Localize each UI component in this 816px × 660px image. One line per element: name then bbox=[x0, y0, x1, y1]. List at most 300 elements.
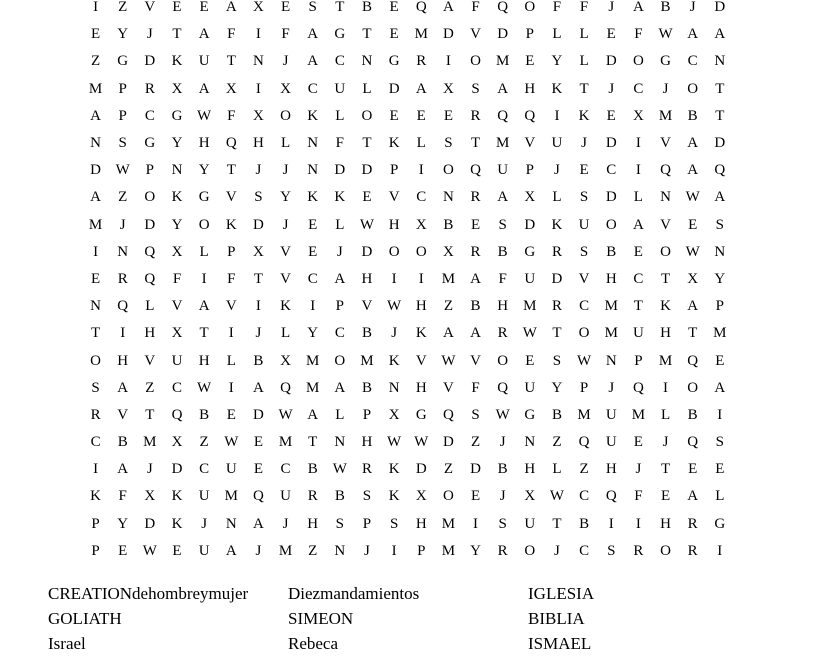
grid-letter: M bbox=[713, 325, 727, 342]
grid-letter: E bbox=[226, 406, 236, 423]
grid-letter: P bbox=[579, 379, 589, 396]
grid-letter: I bbox=[717, 542, 723, 559]
grid-letter: C bbox=[579, 488, 590, 505]
grid-letter: S bbox=[118, 135, 127, 152]
grid-letter: T bbox=[715, 107, 725, 124]
grid-letter: W bbox=[197, 107, 212, 124]
grid-letter: K bbox=[415, 325, 427, 342]
grid-letter: C bbox=[579, 298, 590, 315]
grid-letter: D bbox=[551, 270, 563, 287]
grid-letter: X bbox=[171, 434, 183, 451]
grid-letter: J bbox=[119, 216, 126, 233]
grid-letter: J bbox=[554, 162, 560, 179]
grid-letter: X bbox=[171, 243, 183, 260]
grid-letter: J bbox=[282, 515, 289, 532]
grid-letter: O bbox=[388, 243, 400, 260]
grid-letter: K bbox=[660, 298, 671, 315]
grid-letter: F bbox=[172, 270, 182, 287]
grid-letter: D bbox=[415, 461, 427, 478]
grid-letter: Z bbox=[90, 53, 101, 70]
grid-letter: U bbox=[225, 461, 237, 478]
grid-letter: O bbox=[687, 379, 699, 396]
grid-letter: T bbox=[688, 325, 698, 342]
grid-letter: J bbox=[608, 80, 615, 97]
grid-row bbox=[82, 483, 734, 510]
grid-letter: Q bbox=[714, 162, 726, 179]
grid-letter: T bbox=[253, 270, 263, 287]
grid-letter: A bbox=[632, 0, 644, 16]
grid-letter: F bbox=[471, 379, 480, 396]
grid-letter: E bbox=[688, 461, 698, 478]
grid-letter: R bbox=[551, 243, 562, 260]
grid-letter: A bbox=[198, 298, 210, 315]
grid-letter: F bbox=[579, 0, 589, 16]
grid-letter: W bbox=[658, 26, 673, 43]
grid-letter: W bbox=[142, 542, 157, 559]
grid-letter: T bbox=[362, 135, 372, 152]
grid-letter: A bbox=[714, 379, 726, 396]
grid-letter: B bbox=[470, 298, 481, 315]
grid-letter: H bbox=[415, 298, 427, 315]
grid-letter: U bbox=[632, 325, 644, 342]
grid-letter: X bbox=[415, 488, 427, 505]
grid-letter: X bbox=[415, 216, 427, 233]
grid-letter: Q bbox=[171, 406, 183, 423]
grid-letter: I bbox=[554, 107, 560, 124]
grid-letter: P bbox=[525, 162, 534, 179]
grid-letter: B bbox=[497, 243, 508, 260]
grid-letter: K bbox=[171, 53, 183, 70]
grid-letter: O bbox=[497, 352, 509, 369]
grid-letter: G bbox=[524, 243, 536, 260]
grid-letter: R bbox=[633, 542, 644, 559]
grid-letter: V bbox=[578, 270, 590, 287]
grid-letter: R bbox=[470, 107, 481, 124]
grid-letter: D bbox=[714, 135, 726, 152]
grid-letter: C bbox=[579, 542, 590, 559]
grid-letter: U bbox=[280, 488, 291, 505]
grid-letter: E bbox=[280, 0, 291, 16]
grid-letter: D bbox=[171, 461, 183, 478]
grid-letter: S bbox=[579, 243, 589, 260]
grid-letter: Z bbox=[118, 189, 128, 206]
grid-letter: P bbox=[335, 298, 344, 315]
grid-letter: N bbox=[524, 434, 536, 451]
grid-letter: E bbox=[416, 107, 426, 124]
grid-letter: Q bbox=[632, 379, 644, 396]
grid-letter: V bbox=[660, 135, 671, 152]
grid-letter: J bbox=[608, 0, 615, 16]
grid-letter: E bbox=[389, 0, 399, 16]
grid-letter: H bbox=[307, 515, 319, 532]
grid-letter: J bbox=[255, 542, 262, 559]
grid-letter: X bbox=[442, 243, 454, 260]
grid-letter: R bbox=[470, 243, 481, 260]
grid-letter: M bbox=[604, 325, 618, 342]
grid-letter: F bbox=[634, 488, 643, 505]
grid-letter: I bbox=[120, 325, 126, 342]
grid-letter: L bbox=[335, 107, 345, 124]
grid-letter: B bbox=[334, 488, 345, 505]
grid-letter: D bbox=[334, 162, 346, 179]
grid-letter: T bbox=[226, 53, 236, 70]
grid-letter: G bbox=[171, 107, 183, 124]
grid-letter: E bbox=[308, 216, 318, 233]
grid-letter: A bbox=[307, 406, 319, 423]
grid-letter: M bbox=[278, 434, 293, 451]
grid-letter: X bbox=[252, 243, 264, 260]
grid-letter: I bbox=[717, 406, 723, 423]
grid-letter: D bbox=[442, 26, 454, 43]
grid-letter: B bbox=[660, 0, 671, 16]
grid-letter: J bbox=[146, 26, 153, 43]
grid-letter: X bbox=[632, 107, 644, 124]
grid-letter: L bbox=[552, 189, 562, 206]
grid-letter: B bbox=[307, 461, 318, 478]
grid-letter: H bbox=[524, 461, 536, 478]
grid-letter: L bbox=[660, 406, 671, 423]
grid-letter: V bbox=[225, 298, 237, 315]
grid-row bbox=[82, 375, 734, 402]
grid-letter: B bbox=[579, 515, 590, 532]
grid-letter: K bbox=[551, 80, 563, 97]
grid-letter: Y bbox=[714, 270, 726, 287]
grid-letter: Q bbox=[605, 488, 617, 505]
grid-letter: V bbox=[470, 352, 481, 369]
grid-letter: L bbox=[280, 325, 291, 342]
grid-letter: R bbox=[551, 298, 562, 315]
grid-letter: S bbox=[715, 434, 724, 451]
grid-letter: E bbox=[606, 26, 616, 43]
grid-letter: Z bbox=[443, 298, 453, 315]
grid-letter: P bbox=[634, 352, 643, 369]
grid-letter: G bbox=[388, 53, 400, 70]
grid-letter: T bbox=[552, 325, 562, 342]
grid-letter: K bbox=[334, 189, 346, 206]
grid-letter: W bbox=[387, 298, 402, 315]
grid-letter: P bbox=[91, 515, 100, 532]
grid-letter: M bbox=[577, 406, 591, 423]
grid-letter: M bbox=[88, 80, 103, 97]
grid-row bbox=[82, 212, 734, 239]
grid-letter: H bbox=[388, 216, 400, 233]
grid-letter: P bbox=[118, 107, 127, 124]
grid-letter: C bbox=[633, 80, 644, 97]
grid-letter: C bbox=[416, 189, 427, 206]
grid-letter: M bbox=[143, 434, 157, 451]
grid-letter: A bbox=[470, 325, 481, 342]
grid-letter: B bbox=[551, 406, 562, 423]
grid-letter: K bbox=[171, 515, 183, 532]
grid-letter: W bbox=[387, 434, 402, 451]
grid-letter: W bbox=[685, 189, 700, 206]
grid-letter: L bbox=[579, 26, 589, 43]
grid-row bbox=[82, 239, 734, 266]
grid-letter: L bbox=[633, 189, 643, 206]
grid-letter: O bbox=[660, 542, 671, 559]
grid-letter: J bbox=[255, 325, 262, 342]
grid-letter: I bbox=[228, 379, 234, 396]
grid-letter: W bbox=[278, 406, 293, 423]
grid-letter: J bbox=[282, 216, 289, 233]
grid-letter: W bbox=[522, 325, 537, 342]
grid-letter: S bbox=[552, 352, 562, 369]
grid-letter: U bbox=[605, 434, 617, 451]
grid-letter: B bbox=[253, 352, 264, 369]
grid-letter: J bbox=[336, 243, 343, 260]
grid-letter: F bbox=[552, 0, 562, 16]
grid-letter: W bbox=[359, 216, 375, 233]
grid-letter: L bbox=[362, 80, 372, 97]
grid-letter: P bbox=[227, 243, 236, 260]
grid-letter: F bbox=[118, 488, 127, 505]
grid-letter: X bbox=[225, 80, 237, 97]
grid-letter: R bbox=[144, 80, 155, 97]
grid-letter: T bbox=[172, 26, 182, 43]
grid-letter: Y bbox=[117, 515, 129, 532]
grid-letter: O bbox=[415, 243, 427, 260]
grid-letter: N bbox=[334, 434, 346, 451]
grid-letter: E bbox=[525, 53, 535, 70]
grid-letter: Y bbox=[171, 216, 183, 233]
grid-letter: P bbox=[389, 162, 399, 179]
grid-letter: C bbox=[606, 162, 617, 179]
grid-letter: Q bbox=[497, 107, 509, 124]
grid-letter: F bbox=[498, 270, 507, 287]
grid-letter: S bbox=[498, 515, 507, 532]
grid-letter: W bbox=[685, 243, 700, 260]
grid-letter: N bbox=[307, 162, 319, 179]
grid-row bbox=[82, 511, 734, 538]
grid-letter: A bbox=[714, 26, 726, 43]
grid-row bbox=[82, 293, 734, 320]
grid-letter: X bbox=[252, 0, 264, 16]
grid-letter: U bbox=[551, 135, 563, 152]
grid-letter: J bbox=[662, 434, 669, 451]
grid-letter: M bbox=[414, 26, 428, 43]
grid-letter: R bbox=[117, 270, 128, 287]
grid-letter: N bbox=[388, 379, 400, 396]
grid-letter: A bbox=[714, 189, 726, 206]
grid-letter: X bbox=[524, 488, 536, 505]
grid-letter: Z bbox=[308, 542, 318, 559]
grid-letter: X bbox=[280, 352, 291, 369]
grid-letter: Q bbox=[470, 162, 481, 179]
grid-row bbox=[82, 48, 734, 75]
grid-letter: A bbox=[117, 461, 129, 478]
grid-letter: Z bbox=[470, 434, 481, 451]
grid-letter: C bbox=[307, 80, 318, 97]
grid-letter: B bbox=[497, 461, 508, 478]
grid-letter: N bbox=[605, 352, 617, 369]
grid-letter: J bbox=[499, 434, 506, 451]
grid-letter: E bbox=[90, 270, 101, 287]
grid-letter: H bbox=[415, 515, 427, 532]
grid-letter: W bbox=[414, 434, 429, 451]
grid-letter: L bbox=[715, 488, 725, 505]
grid-letter: M bbox=[658, 107, 673, 124]
grid-letter: Q bbox=[578, 434, 590, 451]
grid-letter: M bbox=[441, 542, 456, 559]
grid-letter: S bbox=[579, 189, 589, 206]
grid-letter: V bbox=[144, 352, 156, 369]
grid-letter: I bbox=[608, 515, 614, 532]
grid-letter: E bbox=[633, 243, 643, 260]
word-list bbox=[48, 583, 788, 655]
grid-letter: I bbox=[635, 515, 641, 532]
grid-letter: M bbox=[523, 298, 537, 315]
grid-letter: C bbox=[199, 461, 210, 478]
word-list-item: Diezmandamientos bbox=[288, 584, 420, 603]
grid-letter: D bbox=[144, 216, 156, 233]
grid-letter: E bbox=[253, 461, 263, 478]
grid-letter: P bbox=[362, 515, 372, 532]
grid-letter: K bbox=[388, 352, 400, 369]
grid-letter: B bbox=[687, 406, 698, 423]
grid-letter: H bbox=[415, 379, 427, 396]
grid-letter: V bbox=[225, 189, 237, 206]
grid-letter: E bbox=[525, 352, 535, 369]
grid-letter: D bbox=[144, 515, 156, 532]
grid-letter: O bbox=[524, 542, 536, 559]
grid-row bbox=[82, 130, 734, 157]
grid-letter: E bbox=[470, 216, 481, 233]
grid-letter: K bbox=[280, 298, 291, 315]
grid-letter: O bbox=[470, 53, 481, 70]
grid-letter: J bbox=[391, 325, 398, 342]
grid-letter: D bbox=[497, 26, 509, 43]
grid-letter: O bbox=[524, 0, 536, 16]
grid-letter: N bbox=[660, 189, 671, 206]
grid-letter: E bbox=[308, 243, 318, 260]
grid-letter: D bbox=[388, 80, 400, 97]
grid-letter: D bbox=[442, 434, 454, 451]
grid-letter: A bbox=[442, 0, 454, 16]
grid-letter: K bbox=[551, 216, 563, 233]
grid-letter: O bbox=[361, 107, 373, 124]
grid-letter: G bbox=[117, 53, 129, 70]
grid-letter: N bbox=[442, 189, 454, 206]
grid-letter: I bbox=[418, 270, 424, 287]
grid-letter: M bbox=[604, 298, 618, 315]
grid-letter: A bbox=[415, 80, 427, 97]
grid-letter: A bbox=[117, 379, 129, 396]
grid-letter: L bbox=[552, 26, 562, 43]
grid-letter: V bbox=[280, 243, 291, 260]
grid-letter: H bbox=[252, 135, 264, 152]
grid-letter: J bbox=[146, 461, 153, 478]
grid-letter: A bbox=[90, 189, 101, 206]
grid-letter: D bbox=[470, 461, 481, 478]
grid-letter: Y bbox=[470, 542, 481, 559]
grid-letter: S bbox=[308, 0, 317, 16]
grid-letter: B bbox=[687, 107, 698, 124]
grid-letter: I bbox=[255, 298, 261, 315]
grid-letter: J bbox=[364, 542, 370, 559]
grid-letter: A bbox=[307, 26, 319, 43]
grid-letter: E bbox=[715, 352, 725, 369]
grid-letter: E bbox=[172, 542, 182, 559]
grid-letter: Y bbox=[551, 53, 563, 70]
grid-letter: O bbox=[632, 53, 644, 70]
grid-letter: D bbox=[524, 216, 536, 233]
grid-letter: T bbox=[362, 26, 372, 43]
grid-letter: E bbox=[172, 0, 182, 16]
grid-letter: W bbox=[549, 488, 565, 505]
grid-letter: H bbox=[605, 270, 617, 287]
grid-letter: G bbox=[198, 189, 210, 206]
grid-letter: S bbox=[715, 216, 724, 233]
grid-letter: K bbox=[307, 189, 319, 206]
grid-letter: D bbox=[605, 189, 617, 206]
grid-letter: E bbox=[199, 0, 209, 16]
grid-letter: Q bbox=[252, 488, 264, 505]
grid-letter: U bbox=[171, 352, 183, 369]
grid-letter: E bbox=[633, 434, 643, 451]
grid-letter: J bbox=[689, 0, 696, 16]
grid-letter: A bbox=[632, 216, 644, 233]
grid-letter: E bbox=[688, 216, 698, 233]
grid-letter: E bbox=[470, 488, 481, 505]
grid-letter: N bbox=[252, 53, 264, 70]
grid-letter: D bbox=[90, 162, 101, 179]
grid-letter: A bbox=[442, 325, 454, 342]
grid-letter: Q bbox=[442, 406, 454, 423]
grid-letter: P bbox=[118, 80, 127, 97]
grid-letter: N bbox=[307, 135, 319, 152]
letter-grid bbox=[82, 0, 734, 571]
grid-row bbox=[82, 184, 734, 211]
grid-letter: J bbox=[662, 80, 669, 97]
grid-letter: O bbox=[90, 352, 101, 369]
grid-letter: Y bbox=[307, 325, 319, 342]
grid-letter: S bbox=[389, 515, 399, 532]
grid-letter: U bbox=[578, 216, 590, 233]
grid-letter: K bbox=[171, 488, 183, 505]
grid-letter: E bbox=[606, 107, 616, 124]
grid-letter: P bbox=[91, 542, 100, 559]
grid-letter: X bbox=[171, 325, 183, 342]
grid-letter: H bbox=[660, 325, 671, 342]
grid-letter: L bbox=[226, 352, 236, 369]
grid-letter: A bbox=[225, 542, 237, 559]
grid-letter: R bbox=[497, 325, 508, 342]
grid-letter: Z bbox=[199, 434, 209, 451]
grid-letter: C bbox=[334, 53, 345, 70]
grid-letter: I bbox=[635, 162, 641, 179]
grid-letter: A bbox=[470, 270, 481, 287]
grid-letter: H bbox=[117, 352, 129, 369]
grid-letter: N bbox=[225, 515, 237, 532]
grid-letter: C bbox=[687, 53, 698, 70]
grid-letter: F bbox=[634, 26, 643, 43]
grid-letter: X bbox=[171, 80, 183, 97]
grid-letter: K bbox=[225, 216, 237, 233]
grid-letter: E bbox=[389, 107, 399, 124]
grid-letter: F bbox=[227, 270, 236, 287]
grid-letter: K bbox=[388, 488, 400, 505]
grid-letter: N bbox=[171, 162, 183, 179]
grid-letter: J bbox=[581, 135, 588, 152]
grid-letter: H bbox=[605, 461, 617, 478]
grid-letter: N bbox=[334, 542, 346, 559]
grid-letter: A bbox=[497, 80, 509, 97]
grid-letter: D bbox=[361, 243, 373, 260]
grid-letter: O bbox=[280, 107, 291, 124]
grid-letter: F bbox=[227, 107, 236, 124]
grid-letter: J bbox=[282, 162, 289, 179]
grid-letter: G bbox=[660, 53, 671, 70]
